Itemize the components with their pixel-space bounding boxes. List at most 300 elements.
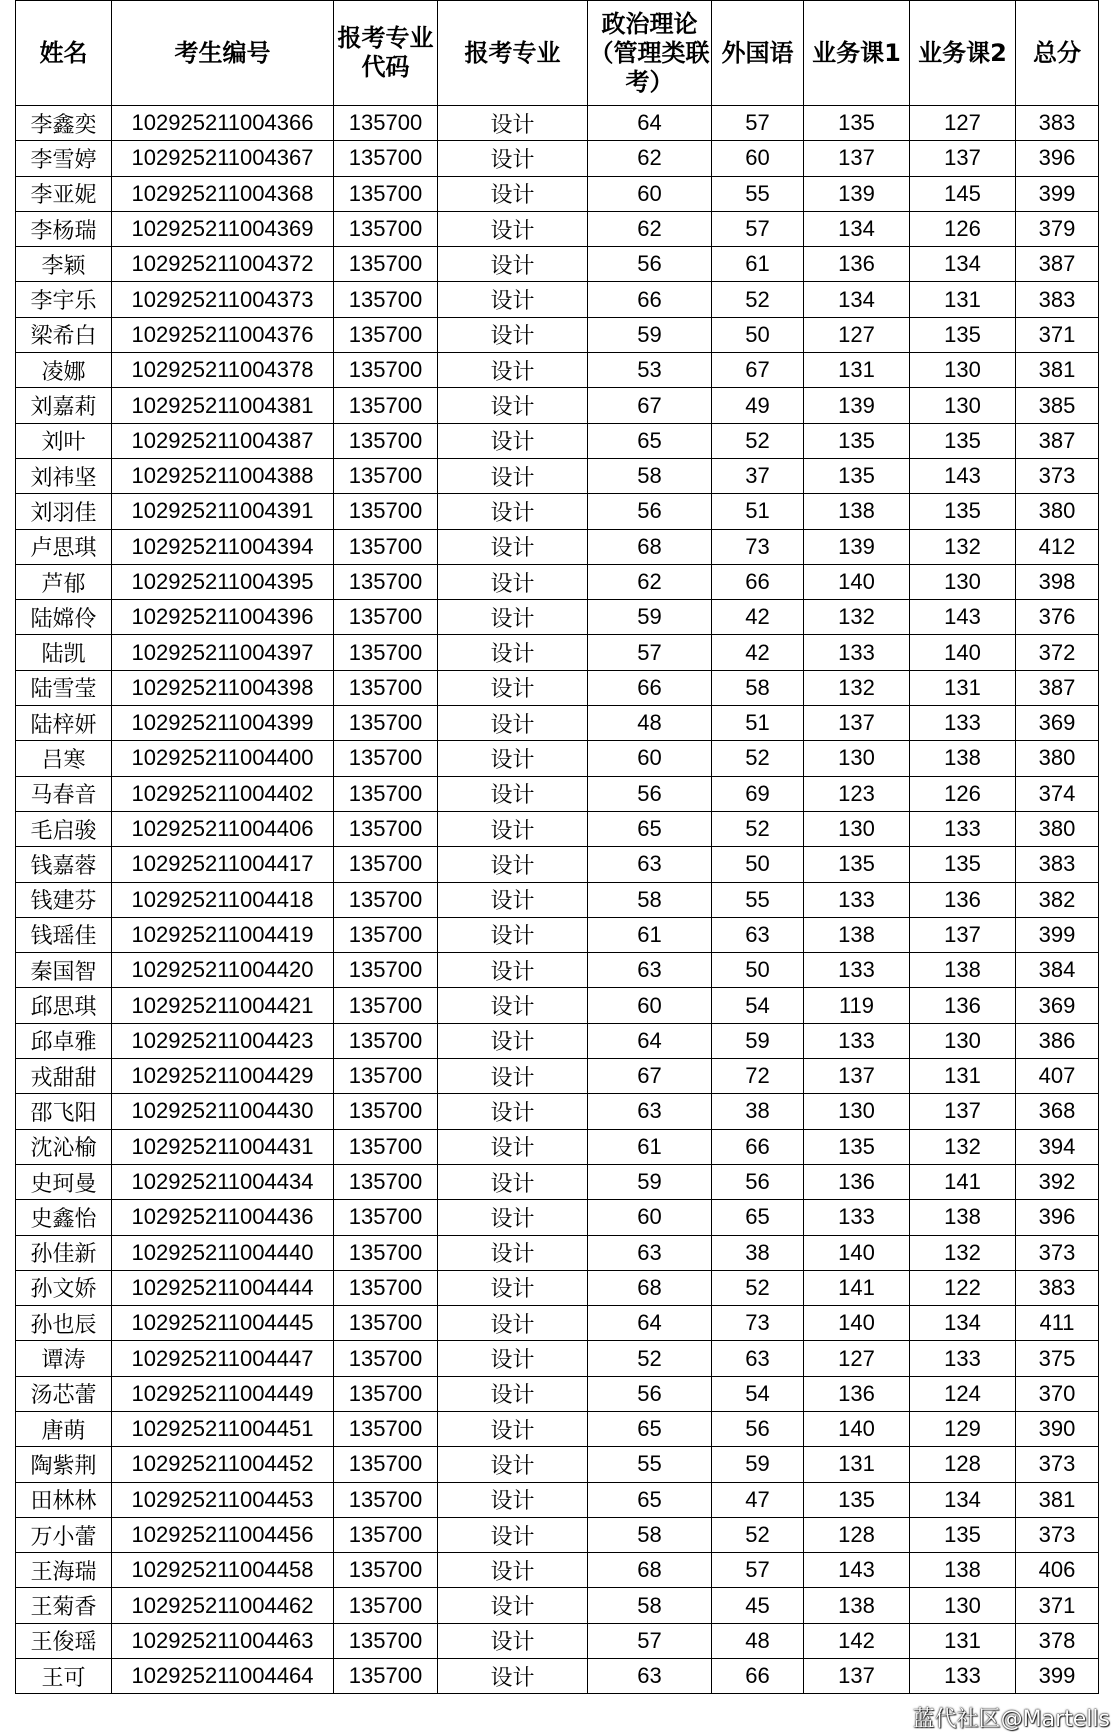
politics-score-cell: 58 bbox=[588, 458, 712, 493]
foreign-language-score-cell: 49 bbox=[712, 388, 804, 423]
exam-id-cell: 102925211004367 bbox=[112, 141, 334, 176]
name-cell: 梁希白 bbox=[16, 317, 112, 352]
politics-score-cell: 60 bbox=[588, 176, 712, 211]
course1-score-cell: 136 bbox=[804, 1376, 910, 1411]
major-cell: 设计 bbox=[438, 1623, 588, 1658]
course2-score-cell: 133 bbox=[910, 811, 1016, 846]
course1-score-cell: 135 bbox=[804, 458, 910, 493]
major-code-cell: 135700 bbox=[334, 317, 438, 352]
foreign-language-score-cell: 73 bbox=[712, 1306, 804, 1341]
major-code-cell: 135700 bbox=[334, 1059, 438, 1094]
exam-id-cell: 102925211004406 bbox=[112, 811, 334, 846]
politics-score-cell: 56 bbox=[588, 247, 712, 282]
name-cell: 李杨瑞 bbox=[16, 211, 112, 246]
exam-id-cell: 102925211004391 bbox=[112, 494, 334, 529]
total-score-cell: 383 bbox=[1016, 282, 1099, 317]
major-cell: 设计 bbox=[438, 706, 588, 741]
foreign-language-score-cell: 69 bbox=[712, 776, 804, 811]
name-cell: 马春音 bbox=[16, 776, 112, 811]
course2-score-cell: 138 bbox=[910, 953, 1016, 988]
course2-score-cell: 138 bbox=[910, 741, 1016, 776]
exam-id-cell: 102925211004400 bbox=[112, 741, 334, 776]
table-row bbox=[16, 1235, 1099, 1270]
major-cell: 设计 bbox=[438, 988, 588, 1023]
course1-score-cell: 135 bbox=[804, 423, 910, 458]
name-cell: 李颖 bbox=[16, 247, 112, 282]
name-cell: 邱卓雅 bbox=[16, 1023, 112, 1058]
total-score-cell: 374 bbox=[1016, 776, 1099, 811]
table-row bbox=[16, 706, 1099, 741]
course1-score-cell: 138 bbox=[804, 1588, 910, 1623]
foreign-language-score-cell: 57 bbox=[712, 106, 804, 141]
name-cell: 刘嘉莉 bbox=[16, 388, 112, 423]
major-cell: 设计 bbox=[438, 1341, 588, 1376]
total-score-cell: 371 bbox=[1016, 317, 1099, 352]
exam-id-cell: 102925211004419 bbox=[112, 917, 334, 952]
foreign-language-score-cell: 63 bbox=[712, 1341, 804, 1376]
header-course-2: 业务课2 bbox=[910, 1, 1016, 106]
total-score-cell: 369 bbox=[1016, 706, 1099, 741]
course1-score-cell: 137 bbox=[804, 1059, 910, 1094]
course2-score-cell: 135 bbox=[910, 317, 1016, 352]
major-code-cell: 135700 bbox=[334, 670, 438, 705]
table-row bbox=[16, 1482, 1099, 1517]
exam-id-cell: 102925211004396 bbox=[112, 600, 334, 635]
politics-score-cell: 60 bbox=[588, 741, 712, 776]
major-cell: 设计 bbox=[438, 388, 588, 423]
politics-score-cell: 63 bbox=[588, 953, 712, 988]
course1-score-cell: 137 bbox=[804, 1659, 910, 1694]
name-cell: 王俊瑶 bbox=[16, 1623, 112, 1658]
major-cell: 设计 bbox=[438, 1306, 588, 1341]
major-code-cell: 135700 bbox=[334, 176, 438, 211]
foreign-language-score-cell: 50 bbox=[712, 847, 804, 882]
major-cell: 设计 bbox=[438, 282, 588, 317]
name-cell: 芦郁 bbox=[16, 564, 112, 599]
course2-score-cell: 135 bbox=[910, 423, 1016, 458]
major-cell: 设计 bbox=[438, 776, 588, 811]
table-row bbox=[16, 1659, 1099, 1694]
major-code-cell: 135700 bbox=[334, 1235, 438, 1270]
course2-score-cell: 130 bbox=[910, 388, 1016, 423]
major-cell: 设计 bbox=[438, 953, 588, 988]
name-cell: 李宇乐 bbox=[16, 282, 112, 317]
major-cell: 设计 bbox=[438, 1482, 588, 1517]
name-cell: 陆嫦伶 bbox=[16, 600, 112, 635]
total-score-cell: 399 bbox=[1016, 176, 1099, 211]
name-cell: 邱思琪 bbox=[16, 988, 112, 1023]
total-score-cell: 371 bbox=[1016, 1588, 1099, 1623]
exam-id-cell: 102925211004463 bbox=[112, 1623, 334, 1658]
exam-id-cell: 102925211004429 bbox=[112, 1059, 334, 1094]
major-code-cell: 135700 bbox=[334, 494, 438, 529]
course1-score-cell: 131 bbox=[804, 1447, 910, 1482]
major-cell: 设计 bbox=[438, 917, 588, 952]
exam-id-cell: 102925211004395 bbox=[112, 564, 334, 599]
course1-score-cell: 137 bbox=[804, 141, 910, 176]
politics-score-cell: 68 bbox=[588, 1270, 712, 1305]
course2-score-cell: 129 bbox=[910, 1411, 1016, 1446]
politics-score-cell: 59 bbox=[588, 1164, 712, 1199]
foreign-language-score-cell: 66 bbox=[712, 1129, 804, 1164]
major-code-cell: 135700 bbox=[334, 1023, 438, 1058]
course2-score-cell: 138 bbox=[910, 1200, 1016, 1235]
major-code-cell: 135700 bbox=[334, 1553, 438, 1588]
total-score-cell: 373 bbox=[1016, 1517, 1099, 1552]
politics-score-cell: 63 bbox=[588, 1659, 712, 1694]
foreign-language-score-cell: 52 bbox=[712, 1270, 804, 1305]
course1-score-cell: 138 bbox=[804, 494, 910, 529]
major-code-cell: 135700 bbox=[334, 847, 438, 882]
table-row bbox=[16, 811, 1099, 846]
total-score-cell: 380 bbox=[1016, 811, 1099, 846]
table-row bbox=[16, 988, 1099, 1023]
name-cell: 陆雪莹 bbox=[16, 670, 112, 705]
name-cell: 唐萌 bbox=[16, 1411, 112, 1446]
name-cell: 凌娜 bbox=[16, 353, 112, 388]
table-row bbox=[16, 247, 1099, 282]
major-cell: 设计 bbox=[438, 247, 588, 282]
politics-score-cell: 57 bbox=[588, 635, 712, 670]
table-row bbox=[16, 458, 1099, 493]
total-score-cell: 380 bbox=[1016, 741, 1099, 776]
total-score-cell: 385 bbox=[1016, 388, 1099, 423]
course1-score-cell: 132 bbox=[804, 670, 910, 705]
total-score-cell: 368 bbox=[1016, 1094, 1099, 1129]
major-code-cell: 135700 bbox=[334, 141, 438, 176]
foreign-language-score-cell: 55 bbox=[712, 176, 804, 211]
course2-score-cell: 135 bbox=[910, 1517, 1016, 1552]
course1-score-cell: 127 bbox=[804, 317, 910, 352]
table-row bbox=[16, 141, 1099, 176]
politics-score-cell: 48 bbox=[588, 706, 712, 741]
major-code-cell: 135700 bbox=[334, 247, 438, 282]
major-cell: 设计 bbox=[438, 494, 588, 529]
foreign-language-score-cell: 52 bbox=[712, 423, 804, 458]
major-cell: 设计 bbox=[438, 1447, 588, 1482]
total-score-cell: 381 bbox=[1016, 1482, 1099, 1517]
exam-id-cell: 102925211004451 bbox=[112, 1411, 334, 1446]
major-cell: 设计 bbox=[438, 564, 588, 599]
total-score-cell: 373 bbox=[1016, 1235, 1099, 1270]
course2-score-cell: 126 bbox=[910, 776, 1016, 811]
name-cell: 卢思琪 bbox=[16, 529, 112, 564]
exam-id-cell: 102925211004431 bbox=[112, 1129, 334, 1164]
major-cell: 设计 bbox=[438, 1129, 588, 1164]
total-score-cell: 407 bbox=[1016, 1059, 1099, 1094]
total-score-cell: 370 bbox=[1016, 1376, 1099, 1411]
exam-id-cell: 102925211004456 bbox=[112, 1517, 334, 1552]
exam-id-cell: 102925211004417 bbox=[112, 847, 334, 882]
major-code-cell: 135700 bbox=[334, 1482, 438, 1517]
course2-score-cell: 137 bbox=[910, 1094, 1016, 1129]
name-cell: 李亚妮 bbox=[16, 176, 112, 211]
course1-score-cell: 123 bbox=[804, 776, 910, 811]
foreign-language-score-cell: 60 bbox=[712, 141, 804, 176]
table-body bbox=[16, 106, 1099, 1694]
name-cell: 谭涛 bbox=[16, 1341, 112, 1376]
major-cell: 设计 bbox=[438, 1411, 588, 1446]
course2-score-cell: 134 bbox=[910, 1482, 1016, 1517]
major-cell: 设计 bbox=[438, 211, 588, 246]
foreign-language-score-cell: 52 bbox=[712, 1517, 804, 1552]
major-code-cell: 135700 bbox=[334, 1447, 438, 1482]
course1-score-cell: 135 bbox=[804, 1482, 910, 1517]
exam-id-cell: 102925211004387 bbox=[112, 423, 334, 458]
major-cell: 设计 bbox=[438, 1376, 588, 1411]
table-row bbox=[16, 211, 1099, 246]
exam-id-cell: 102925211004440 bbox=[112, 1235, 334, 1270]
total-score-cell: 379 bbox=[1016, 211, 1099, 246]
major-code-cell: 135700 bbox=[334, 988, 438, 1023]
name-cell: 孙文娇 bbox=[16, 1270, 112, 1305]
name-cell: 钱嘉蓉 bbox=[16, 847, 112, 882]
header-course-1: 业务课1 bbox=[804, 1, 910, 106]
course1-score-cell: 131 bbox=[804, 353, 910, 388]
major-cell: 设计 bbox=[438, 529, 588, 564]
course2-score-cell: 145 bbox=[910, 176, 1016, 211]
exam-id-cell: 102925211004398 bbox=[112, 670, 334, 705]
table-row bbox=[16, 176, 1099, 211]
major-code-cell: 135700 bbox=[334, 600, 438, 635]
course2-score-cell: 136 bbox=[910, 882, 1016, 917]
course1-score-cell: 139 bbox=[804, 176, 910, 211]
foreign-language-score-cell: 45 bbox=[712, 1588, 804, 1623]
major-code-cell: 135700 bbox=[334, 741, 438, 776]
table-row bbox=[16, 1059, 1099, 1094]
course1-score-cell: 140 bbox=[804, 564, 910, 599]
major-cell: 设计 bbox=[438, 1553, 588, 1588]
table-row bbox=[16, 776, 1099, 811]
course2-score-cell: 131 bbox=[910, 282, 1016, 317]
major-code-cell: 135700 bbox=[334, 776, 438, 811]
total-score-cell: 392 bbox=[1016, 1164, 1099, 1199]
politics-score-cell: 53 bbox=[588, 353, 712, 388]
major-code-cell: 135700 bbox=[334, 1411, 438, 1446]
politics-score-cell: 65 bbox=[588, 811, 712, 846]
major-cell: 设计 bbox=[438, 1659, 588, 1694]
course2-score-cell: 122 bbox=[910, 1270, 1016, 1305]
total-score-cell: 381 bbox=[1016, 353, 1099, 388]
table-row bbox=[16, 917, 1099, 952]
foreign-language-score-cell: 42 bbox=[712, 635, 804, 670]
total-score-cell: 399 bbox=[1016, 917, 1099, 952]
total-score-cell: 383 bbox=[1016, 847, 1099, 882]
major-code-cell: 135700 bbox=[334, 1164, 438, 1199]
major-cell: 设计 bbox=[438, 1200, 588, 1235]
course2-score-cell: 132 bbox=[910, 529, 1016, 564]
name-cell: 钱建芬 bbox=[16, 882, 112, 917]
table-row bbox=[16, 529, 1099, 564]
course1-score-cell: 130 bbox=[804, 1094, 910, 1129]
exam-id-cell: 102925211004381 bbox=[112, 388, 334, 423]
name-cell: 陆梓妍 bbox=[16, 706, 112, 741]
table-row bbox=[16, 882, 1099, 917]
course2-score-cell: 131 bbox=[910, 1059, 1016, 1094]
name-cell: 邵飞阳 bbox=[16, 1094, 112, 1129]
course2-score-cell: 130 bbox=[910, 1588, 1016, 1623]
foreign-language-score-cell: 58 bbox=[712, 670, 804, 705]
table-row bbox=[16, 1341, 1099, 1376]
course2-score-cell: 134 bbox=[910, 1306, 1016, 1341]
name-cell: 刘叶 bbox=[16, 423, 112, 458]
major-code-cell: 135700 bbox=[334, 106, 438, 141]
exam-id-cell: 102925211004402 bbox=[112, 776, 334, 811]
course1-score-cell: 142 bbox=[804, 1623, 910, 1658]
table-row bbox=[16, 1411, 1099, 1446]
foreign-language-score-cell: 37 bbox=[712, 458, 804, 493]
exam-id-cell: 102925211004423 bbox=[112, 1023, 334, 1058]
foreign-language-score-cell: 54 bbox=[712, 988, 804, 1023]
major-cell: 设计 bbox=[438, 1094, 588, 1129]
foreign-language-score-cell: 38 bbox=[712, 1094, 804, 1129]
major-code-cell: 135700 bbox=[334, 882, 438, 917]
major-code-cell: 135700 bbox=[334, 953, 438, 988]
major-cell: 设计 bbox=[438, 423, 588, 458]
name-cell: 陶紫荆 bbox=[16, 1447, 112, 1482]
politics-score-cell: 58 bbox=[588, 882, 712, 917]
major-code-cell: 135700 bbox=[334, 1588, 438, 1623]
politics-score-cell: 55 bbox=[588, 1447, 712, 1482]
major-cell: 设计 bbox=[438, 458, 588, 493]
politics-score-cell: 67 bbox=[588, 1059, 712, 1094]
total-score-cell: 386 bbox=[1016, 1023, 1099, 1058]
table-row bbox=[16, 1517, 1099, 1552]
course2-score-cell: 133 bbox=[910, 706, 1016, 741]
course1-score-cell: 132 bbox=[804, 600, 910, 635]
name-cell: 田林林 bbox=[16, 1482, 112, 1517]
course2-score-cell: 133 bbox=[910, 1659, 1016, 1694]
course1-score-cell: 136 bbox=[804, 247, 910, 282]
exam-id-cell: 102925211004453 bbox=[112, 1482, 334, 1517]
exam-id-cell: 102925211004397 bbox=[112, 635, 334, 670]
major-code-cell: 135700 bbox=[334, 1094, 438, 1129]
total-score-cell: 383 bbox=[1016, 1270, 1099, 1305]
exam-id-cell: 102925211004436 bbox=[112, 1200, 334, 1235]
total-score-cell: 387 bbox=[1016, 423, 1099, 458]
foreign-language-score-cell: 66 bbox=[712, 564, 804, 599]
exam-id-cell: 102925211004394 bbox=[112, 529, 334, 564]
header-exam-id: 考生编号 bbox=[112, 1, 334, 106]
politics-score-cell: 62 bbox=[588, 211, 712, 246]
politics-score-cell: 62 bbox=[588, 564, 712, 599]
course2-score-cell: 134 bbox=[910, 247, 1016, 282]
politics-score-cell: 52 bbox=[588, 1341, 712, 1376]
major-cell: 设计 bbox=[438, 1164, 588, 1199]
major-cell: 设计 bbox=[438, 106, 588, 141]
major-code-cell: 135700 bbox=[334, 388, 438, 423]
name-cell: 李雪婷 bbox=[16, 141, 112, 176]
course2-score-cell: 137 bbox=[910, 917, 1016, 952]
major-code-cell: 135700 bbox=[334, 282, 438, 317]
total-score-cell: 376 bbox=[1016, 600, 1099, 635]
foreign-language-score-cell: 65 bbox=[712, 1200, 804, 1235]
name-cell: 刘祎坚 bbox=[16, 458, 112, 493]
politics-score-cell: 63 bbox=[588, 1235, 712, 1270]
politics-score-cell: 65 bbox=[588, 1482, 712, 1517]
major-code-cell: 135700 bbox=[334, 1659, 438, 1694]
table-row bbox=[16, 1376, 1099, 1411]
name-cell: 戎甜甜 bbox=[16, 1059, 112, 1094]
major-cell: 设计 bbox=[438, 317, 588, 352]
major-code-cell: 135700 bbox=[334, 706, 438, 741]
course1-score-cell: 135 bbox=[804, 106, 910, 141]
major-cell: 设计 bbox=[438, 847, 588, 882]
table-row bbox=[16, 847, 1099, 882]
foreign-language-score-cell: 56 bbox=[712, 1411, 804, 1446]
major-code-cell: 135700 bbox=[334, 1517, 438, 1552]
header-major-code: 报考专业代码 bbox=[334, 1, 438, 106]
name-cell: 李鑫奕 bbox=[16, 106, 112, 141]
table-row bbox=[16, 1447, 1099, 1482]
politics-score-cell: 60 bbox=[588, 1200, 712, 1235]
total-score-cell: 383 bbox=[1016, 106, 1099, 141]
total-score-cell: 412 bbox=[1016, 529, 1099, 564]
politics-score-cell: 58 bbox=[588, 1588, 712, 1623]
foreign-language-score-cell: 63 bbox=[712, 917, 804, 952]
course1-score-cell: 133 bbox=[804, 635, 910, 670]
total-score-cell: 375 bbox=[1016, 1341, 1099, 1376]
foreign-language-score-cell: 52 bbox=[712, 811, 804, 846]
header-foreign-language: 外国语 bbox=[712, 1, 804, 106]
total-score-cell: 411 bbox=[1016, 1306, 1099, 1341]
course1-score-cell: 139 bbox=[804, 529, 910, 564]
foreign-language-score-cell: 59 bbox=[712, 1447, 804, 1482]
name-cell: 万小蕾 bbox=[16, 1517, 112, 1552]
politics-score-cell: 63 bbox=[588, 847, 712, 882]
exam-id-cell: 102925211004420 bbox=[112, 953, 334, 988]
exam-id-cell: 102925211004447 bbox=[112, 1341, 334, 1376]
course1-score-cell: 119 bbox=[804, 988, 910, 1023]
foreign-language-score-cell: 52 bbox=[712, 282, 804, 317]
total-score-cell: 373 bbox=[1016, 1447, 1099, 1482]
politics-score-cell: 59 bbox=[588, 600, 712, 635]
table-row bbox=[16, 564, 1099, 599]
exam-id-cell: 102925211004373 bbox=[112, 282, 334, 317]
course1-score-cell: 133 bbox=[804, 1023, 910, 1058]
major-code-cell: 135700 bbox=[334, 564, 438, 599]
politics-score-cell: 62 bbox=[588, 141, 712, 176]
table-row bbox=[16, 494, 1099, 529]
major-cell: 设计 bbox=[438, 176, 588, 211]
total-score-cell: 396 bbox=[1016, 1200, 1099, 1235]
major-code-cell: 135700 bbox=[334, 1200, 438, 1235]
header-major: 报考专业 bbox=[438, 1, 588, 106]
politics-score-cell: 65 bbox=[588, 1411, 712, 1446]
politics-score-cell: 68 bbox=[588, 529, 712, 564]
table-row bbox=[16, 1553, 1099, 1588]
foreign-language-score-cell: 66 bbox=[712, 1659, 804, 1694]
total-score-cell: 384 bbox=[1016, 953, 1099, 988]
watermark: 蓝代社区@Martells bbox=[912, 1707, 1110, 1732]
table-row bbox=[16, 1270, 1099, 1305]
exam-id-cell: 102925211004369 bbox=[112, 211, 334, 246]
major-code-cell: 135700 bbox=[334, 917, 438, 952]
politics-score-cell: 64 bbox=[588, 106, 712, 141]
total-score-cell: 390 bbox=[1016, 1411, 1099, 1446]
foreign-language-score-cell: 42 bbox=[712, 600, 804, 635]
course1-score-cell: 130 bbox=[804, 741, 910, 776]
course2-score-cell: 131 bbox=[910, 670, 1016, 705]
name-cell: 毛启骏 bbox=[16, 811, 112, 846]
foreign-language-score-cell: 67 bbox=[712, 353, 804, 388]
course1-score-cell: 133 bbox=[804, 882, 910, 917]
course2-score-cell: 132 bbox=[910, 1235, 1016, 1270]
major-code-cell: 135700 bbox=[334, 353, 438, 388]
course2-score-cell: 135 bbox=[910, 494, 1016, 529]
course2-score-cell: 141 bbox=[910, 1164, 1016, 1199]
name-cell: 吕寒 bbox=[16, 741, 112, 776]
